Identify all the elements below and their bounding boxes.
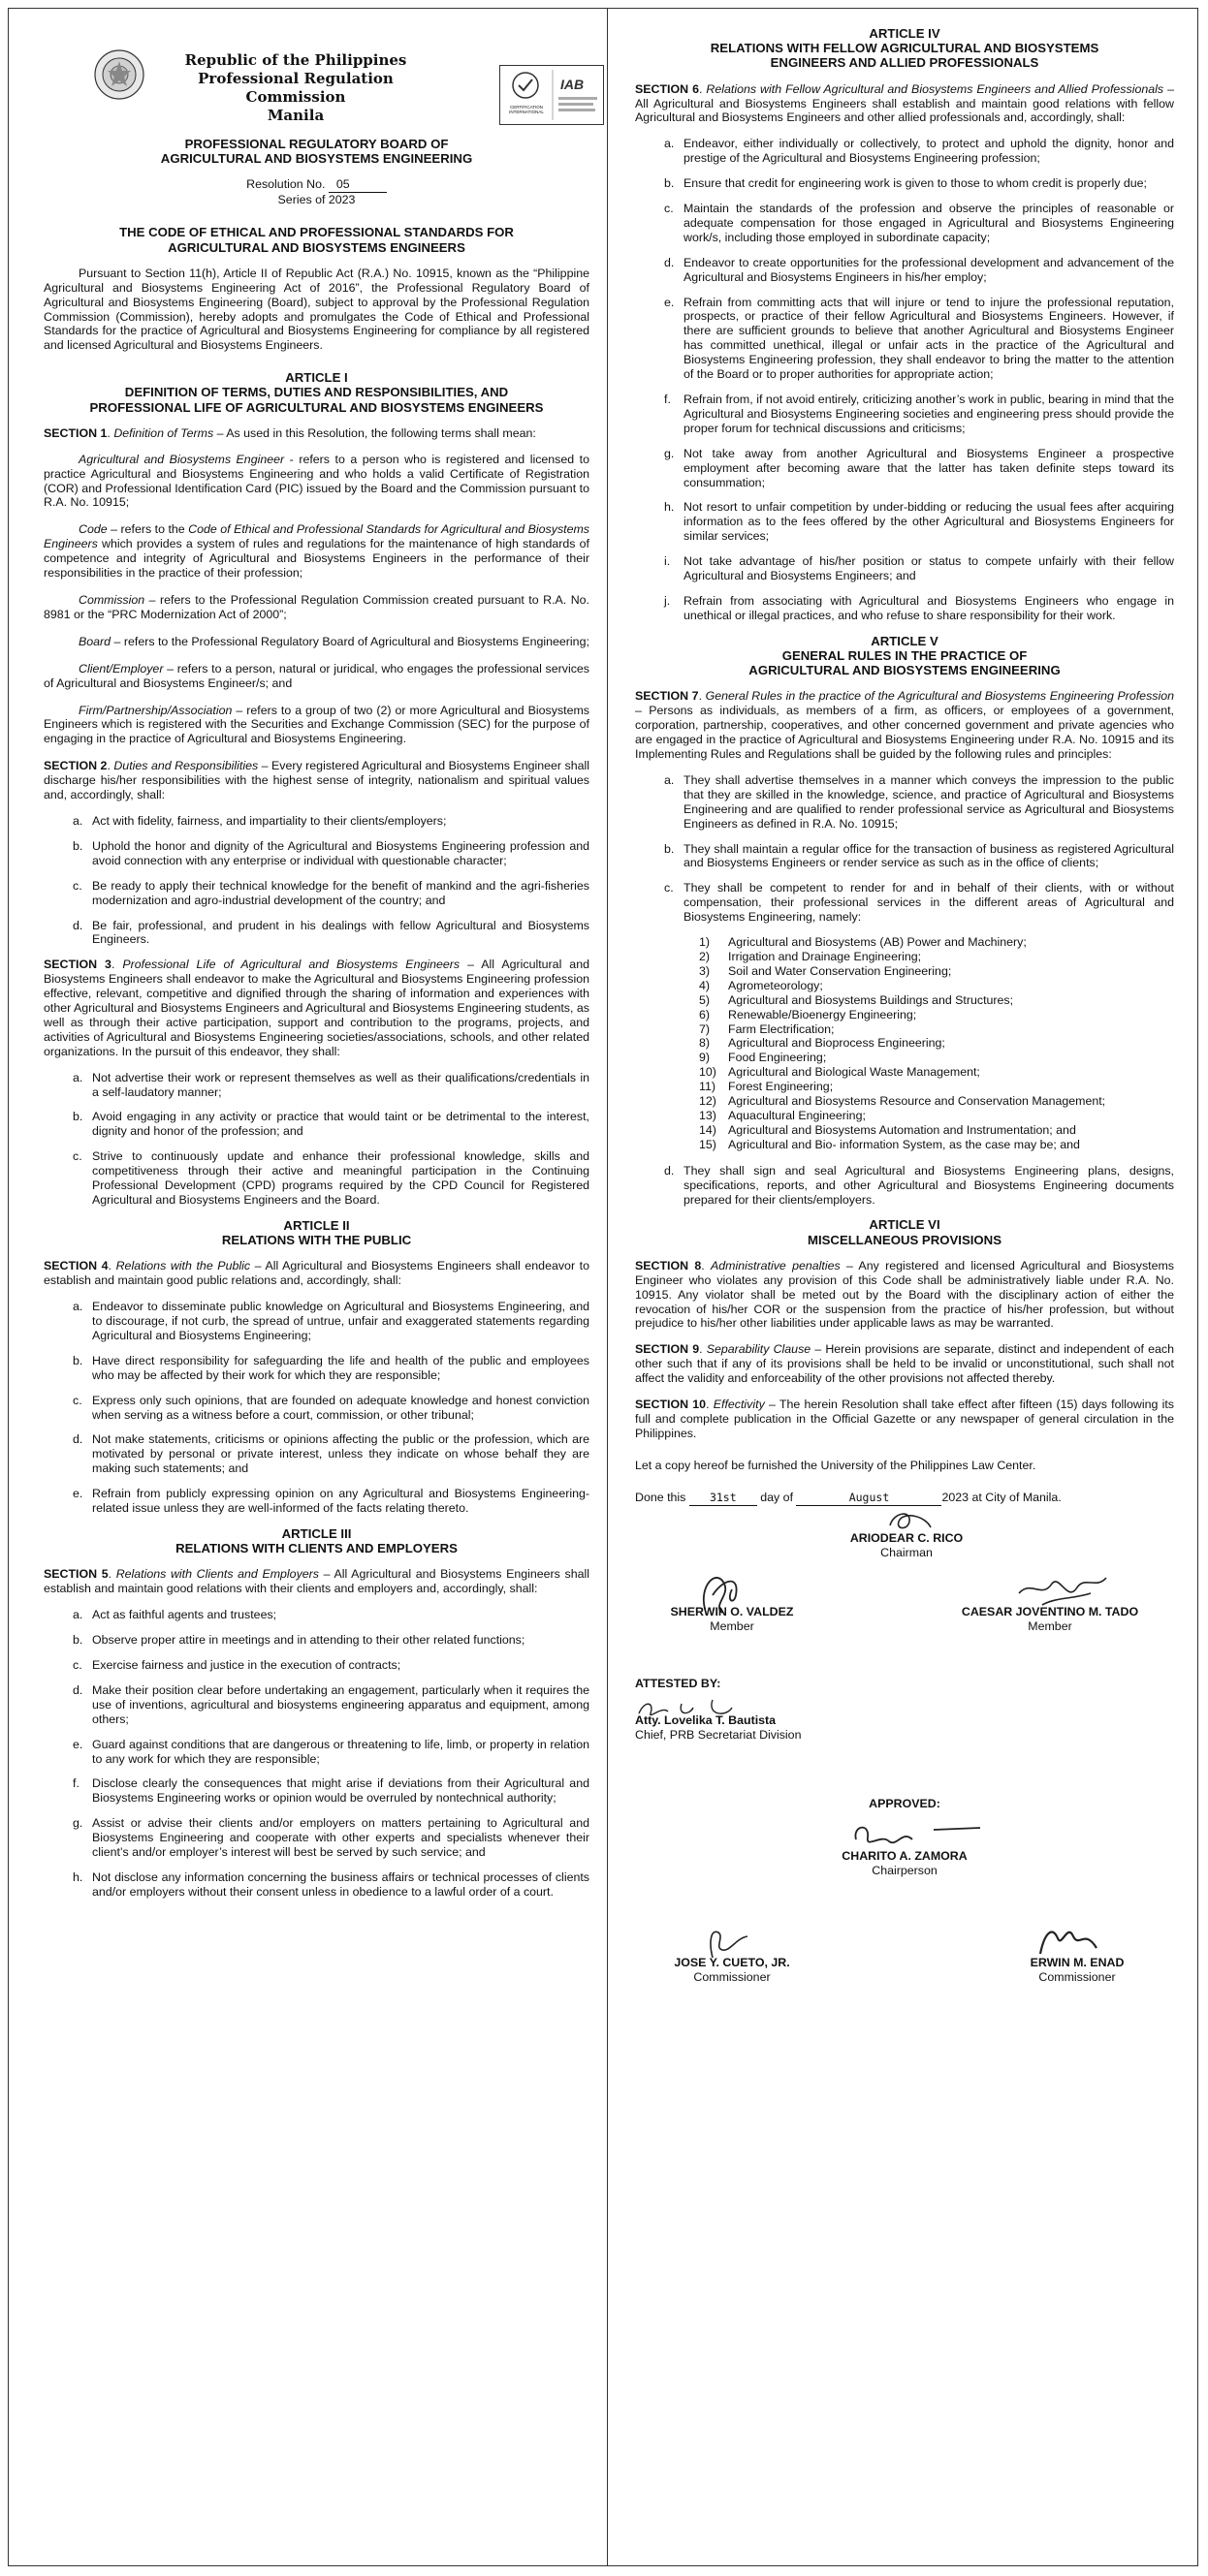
list-item xyxy=(635,296,1174,382)
article-6-title: MISCELLANEOUS PROVISIONS xyxy=(807,1232,1002,1247)
list-marker: a. xyxy=(73,1070,83,1084)
list-marker: c. xyxy=(664,202,674,216)
list-marker: g. xyxy=(73,1816,83,1831)
section-6: SECTION 6. Relations with Fellow Agricultural and Biosystems Engineers and Allied Professionals – All Agricultural and Biosystems Engineers shall establish and maintain good relations with fellow Agricultural and Biosystems Engineers and other allied professionals and, accordingly, shall: xyxy=(635,81,1174,125)
article-6-heading xyxy=(635,1217,1174,1246)
document-title xyxy=(44,225,589,254)
section-10-title: Effectivity xyxy=(713,1398,765,1412)
section-5: SECTION 5. Relations with Clients and Employers – All Agricultural and Biosystems Engineers shall establish and maintain good relations with their clients and employers and, accordingly, shall: xyxy=(44,1567,589,1596)
section-7-text: – Persons as individuals, as members of a firm, as officers, or employees of a government, corporation, partnership, cooperatives, and other concerned government and private agencies who are engaged in the practice of Agricultural and Biosystems Engineering under R.A. No. 10915 and its Implementing Rules and Regulations shall be guided by the following rules and principles: xyxy=(635,704,1174,762)
signature-block xyxy=(635,1506,1174,2126)
list-item xyxy=(44,879,589,908)
certification-badge xyxy=(499,65,604,125)
list-item xyxy=(635,447,1174,490)
area-item xyxy=(699,1065,1174,1080)
definition-item xyxy=(44,593,589,622)
definition-term: Firm/Partnership/Association xyxy=(79,703,233,717)
section-5-text: – All Agricultural and Biosystems Engineers shall establish and maintain good relations with their clients and employers and, accordingly, shall: xyxy=(44,1567,589,1596)
done-suffix: 2023 at City of Manila. xyxy=(941,1490,1062,1504)
article-5-heading xyxy=(635,634,1174,678)
list-text: Be ready to apply their technical knowledge for the benefit of mankind and the agri-fisheries modernization and agro-industrial development of the country; and xyxy=(92,878,589,907)
article-1-title-1: DEFINITION OF TERMS, DUTIES AND RESPONSIBILITIES, AND xyxy=(124,385,509,400)
list-item xyxy=(44,919,589,948)
commission-line: Professional Regulation Commission xyxy=(198,70,394,106)
list-item xyxy=(635,554,1174,583)
section-6-title: Relations with Fellow Agricultural and Biosystems Engineers and Allied Professionals xyxy=(706,81,1164,96)
section-10: SECTION 10. Effectivity – The herein Resolution shall take effect after fifteen (15) days following its full and complete publication in the Official Gazette or any newspaper of general circulation in the Philippines. xyxy=(635,1398,1174,1440)
article-2-number: ARTICLE II xyxy=(283,1217,350,1233)
list-text: They shall be competent to render for and in behalf of their clients, with or without compensation, their professional services in the different areas of Agricultural and Biosystems Engineering, namely: xyxy=(683,881,1174,925)
certification-label: CERTIFICATION INTERNATIONAL xyxy=(509,105,544,114)
article-4-number: ARTICLE IV xyxy=(869,26,940,41)
article-3-heading xyxy=(44,1526,589,1555)
section-6-list xyxy=(635,137,1174,622)
section-2-text: – Every registered Agricultural and Biosystems Engineer shall discharge his/her responsibilities with the highest sense of integrity, nationalism and spiritual values and, accordingly, shall: xyxy=(44,759,589,802)
area-marker: 15) xyxy=(699,1137,716,1151)
section-2: SECTION 2. Duties and Responsibilities – Every registered Agricultural and Biosystems Engineer shall discharge his/her responsibilities with the highest sense of integrity, nationalism and spiritual values and, accordingly, shall: xyxy=(44,759,589,802)
list-text: Disclose clearly the consequences that might arise if deviations from their Agricultural and Biosystems Engineering works or opinion would be overruled by nontechnical authority; xyxy=(92,1776,589,1806)
area-item xyxy=(699,1123,1174,1138)
list-text: Exercise fairness and justice in the execution of contracts; xyxy=(92,1658,401,1673)
section-6-text: – All Agricultural and Biosystems Engineers shall establish and maintain good relations with fellow Agricultural and Biosystems Engineers and other allied professionals and, accordingly, shall: xyxy=(635,81,1174,125)
list-marker: d. xyxy=(664,255,675,269)
list-text: Strive to continuously update and enhance their professional knowledge, skills and competitiveness through their active and meaningful participation in the Continuing Professional Development (CPD) programs required by the CPD Council for Registered Agricultural and Biosystems Engineers and the Board. xyxy=(92,1149,589,1208)
section-2-label: SECTION 2 xyxy=(44,759,108,773)
list-item xyxy=(44,1738,589,1767)
list-marker: a. xyxy=(73,1608,83,1622)
list-text: Refrain from publicly expressing opinion on any Agricultural and Biosystems Engineering-related issue unless they are well-informed of the facts relating thereto. xyxy=(92,1487,589,1516)
section-2-list xyxy=(44,814,589,947)
approved-label: APPROVED: xyxy=(869,1796,940,1810)
area-marker: 14) xyxy=(699,1122,716,1137)
area-text: Irrigation and Drainage Engineering; xyxy=(728,950,922,963)
member-2-role: Member xyxy=(1028,1618,1072,1633)
attestation-name: Atty. Lovelika T. Bautista xyxy=(635,1712,777,1727)
area-item xyxy=(699,1008,1174,1022)
section-8-text: – Any registered and licensed Agricultural and Biosystems Engineer who violates any provision of this Code shall be administratively liable under R.A. No. 10915. Any violator shall be meted out by the Board with the disciplinary action of either the revocation of his/her COR or the suspension from the practice of his/her profession, but without prejudice to his/her other liabilities under applicable laws as may be warranted. xyxy=(635,1258,1174,1331)
definition-text: - refers to a person who is registered and licensed to practice Agricultural and Biosystems Engineering and who holds a valid Certificate of Registration (COR) and Professional Identification Card (PIC) issued by the Board and the Commission pursuant to R.A. No. 10915; xyxy=(44,452,589,510)
list-text: Act as faithful agents and trustees; xyxy=(92,1608,277,1622)
section-4-list xyxy=(44,1300,589,1516)
list-marker: e. xyxy=(664,295,675,309)
list-text: Not take away from another Agricultural and Biosystems Engineer a prospective employment after becoming aware that the latter has taken definite steps toward its consummation; xyxy=(683,446,1174,489)
article-5-number: ARTICLE V xyxy=(871,633,938,648)
list-marker: d. xyxy=(73,918,83,932)
prc-chair-role: Chairperson xyxy=(872,1863,938,1877)
list-marker: c. xyxy=(73,1149,82,1164)
member-2-signatory xyxy=(926,1605,1174,1634)
list-item xyxy=(44,1816,589,1860)
definition-item xyxy=(44,635,589,649)
definition-text-secondary: which provides a system of rules and regulations for the maintenance of high standards of competence and integrity of Agricultural and Biosystems Engineers in the performance of their responsibilities in the practice of their profession; xyxy=(44,537,589,581)
resolution-series: Series of 2023 xyxy=(277,193,356,207)
list-item xyxy=(44,1300,589,1343)
left-column xyxy=(9,9,608,2565)
definition-text: – refers to the Professional Regulatory Board of Agricultural and Biosystems Engineering; xyxy=(111,634,589,648)
article-1-title-2: PROFESSIONAL LIFE OF AGRICULTURAL AND BIOSYSTEMS ENGINEERS xyxy=(89,399,544,415)
section-1-title: Definition of Terms xyxy=(113,425,214,440)
member-1-role: Member xyxy=(710,1618,754,1633)
area-text: Farm Electrification; xyxy=(728,1021,835,1036)
prc-chair-name: CHARITO A. ZAMORA xyxy=(842,1848,968,1863)
list-text: They shall advertise themselves in a manner which conveys the impression to the public that they are skilled in the knowledge, science, and practice of Agricultural and Biosystems Engineering and are qualified to render professional service as Agricultural and Biosystems Engineers as defined in R.A. No. 10915; xyxy=(683,772,1174,831)
section-7-label: SECTION 7 xyxy=(635,689,699,704)
area-text: Soil and Water Conservation Engineering; xyxy=(728,963,952,978)
list-item xyxy=(44,1608,589,1622)
area-item xyxy=(699,1022,1174,1037)
commissioner-2-signatory xyxy=(980,1956,1174,1985)
commissioner-2-signature-icon xyxy=(1034,1919,1102,1960)
definition-text: – refers to a group of two (2) or more Agricultural and Biosystems Engineers which is registered with the Securities and Exchange Commission (SEC) for the purpose of engaging in the practice of Agricultural and Biosystems Engineering. xyxy=(44,703,589,746)
document-page xyxy=(8,8,1198,2566)
section-4-text: – All Agricultural and Biosystems Engineers shall endeavor to establish and maintain good public relations and, accordingly, shall: xyxy=(44,1259,589,1288)
list-text: Not take advantage of his/her position or status to compete unfairly with their fellow Agricultural and Biosystems Engineers; and xyxy=(683,554,1174,583)
section-7-item-d xyxy=(635,1164,1174,1208)
list-marker: b. xyxy=(73,1353,83,1367)
area-text: Forest Engineering; xyxy=(728,1080,834,1094)
list-item xyxy=(44,1776,589,1806)
section-8-title: Administrative penalties xyxy=(710,1258,841,1272)
definition-term: Code xyxy=(79,522,108,537)
list-text: Endeavor, either individually or collectively, to protect and uphold the dignity, honor and prestige of the Agricultural and Biosystems Engineering profession; xyxy=(683,137,1174,166)
list-text: They shall sign and seal Agricultural and Biosystems Engineering plans, designs, specifications, reports, and other Agricultural and Biosystems Engineering documents prepared for their clients/employers. xyxy=(683,1163,1174,1207)
board-line-2: AGRICULTURAL AND BIOSYSTEMS ENGINEERING xyxy=(160,151,473,167)
area-marker: 6) xyxy=(699,1007,711,1021)
list-marker: a. xyxy=(73,813,83,828)
list-marker: g. xyxy=(664,446,675,460)
list-marker: a. xyxy=(73,1300,83,1314)
section-7-list xyxy=(635,773,1174,925)
section-10-text: – The herein Resolution shall take effect after fifteen (15) days following its full and complete publication in the Official Gazette or any newspaper of general circulation in the Philippines. xyxy=(635,1398,1174,1440)
article-6-number: ARTICLE VI xyxy=(869,1217,940,1233)
section-9-text: – Herein provisions are separate, distinct and independent of each other such that if any of its provisions shall be held to be invalid or unconstitutional, such shall not affect the validity and enforceability of the other provisions not affected thereby. xyxy=(635,1342,1174,1386)
area-marker: 10) xyxy=(699,1065,716,1080)
area-marker: 2) xyxy=(699,950,711,963)
list-marker: h. xyxy=(73,1870,83,1885)
attestation-signatory xyxy=(635,1713,801,1743)
chair-name: ARIODEAR C. RICO xyxy=(849,1530,964,1545)
list-marker: f. xyxy=(664,393,671,407)
list-text: Maintain the standards of the profession and observe the principles of reasonable or adequate compensation for those engaged in Agricultural and Biosystems Engineering work/s, including those employed in subordinate capacity; xyxy=(683,202,1174,244)
definition-term-secondary: Code of Ethical and Professional Standards for Agricultural and Biosystems Engineers xyxy=(44,522,589,551)
list-text: Not disclose any information concerning the business affairs or technical processes of clients and/or employers without their consent unless in obedience to a lawful order of a court. xyxy=(92,1870,589,1899)
iab-mark: IAB xyxy=(560,77,585,92)
area-text: Food Engineering; xyxy=(728,1051,827,1065)
list-item xyxy=(44,1658,589,1673)
definition-term: Agricultural and Biosystems Engineer xyxy=(79,452,285,466)
section-3: SECTION 3. Professional Life of Agricultural and Biosystems Engineers – All Agricultural and Biosystems Engineers shall endeavor to make the Agricultural and Biosystems Engineering profession effective, relevant, competitive and dignified through the sharing of information and experiences with other Agricultural and Biosystems Engineers and Agricultural and Biosystems Engineering students, as well as through their active participation, support and contribution to the programs, projects, and activities of Agricultural and Biosystems Engineering societies/associations, schools, and other related organizations. In the pursuit of this endeavor, they shall: xyxy=(44,958,589,1058)
done-line xyxy=(635,1491,1174,1506)
title-line-2: AGRICULTURAL AND BIOSYSTEMS ENGINEERS xyxy=(168,239,465,255)
section-6-label: SECTION 6 xyxy=(635,81,699,96)
republic-line: Republic of the Philippines xyxy=(184,51,407,69)
list-marker: c. xyxy=(664,881,674,895)
copy-furnished-note: Let a copy hereof be furnished the University of the Philippines Law Center. xyxy=(635,1458,1036,1472)
list-text: Uphold the honor and dignity of the Agricultural and Biosystems Engineering profession and avoid connection with any enterprise or individual with questionable character; xyxy=(92,838,589,867)
chair-signatory xyxy=(780,1531,1033,1560)
list-marker: i. xyxy=(664,554,671,569)
list-item xyxy=(635,137,1174,166)
article-2-title: RELATIONS WITH THE PUBLIC xyxy=(221,1233,412,1248)
title-line-1: THE CODE OF ETHICAL AND PROFESSIONAL STANDARDS FOR xyxy=(119,225,514,240)
definition-item xyxy=(44,704,589,747)
definition-text: – refers to a person, natural or juridical, who engages the professional services of Agricultural and Biosystems Engineer/s; and xyxy=(44,661,589,690)
article-1-number: ARTICLE I xyxy=(285,370,348,386)
list-text: Make their position clear before undertaking an engagement, particularly when it requires the use of inventions, agricultural and biosystems engineering apparatus and equipment, among others; xyxy=(92,1682,589,1726)
commissioner-1-name: JOSE Y. CUETO, JR. xyxy=(674,1955,790,1969)
article-4-heading xyxy=(635,26,1174,71)
area-marker: 8) xyxy=(699,1036,711,1051)
definition-term: Commission xyxy=(79,593,145,608)
area-item xyxy=(699,950,1174,964)
area-marker: 11) xyxy=(699,1080,715,1094)
area-item xyxy=(699,1094,1174,1109)
list-item xyxy=(635,1164,1174,1208)
list-marker: c. xyxy=(73,1393,82,1407)
list-text: Assist or advise their clients and/or employers on matters pertaining to Agricultural and Biosystems Engineering and cooperate with other experts and specialists whenever their client’s and/or employer’s interest will best be served by such service; and xyxy=(92,1816,589,1860)
section-9-label: SECTION 9 xyxy=(635,1342,700,1357)
section-10-label: SECTION 10 xyxy=(635,1398,707,1412)
definition-item xyxy=(44,662,589,691)
section-5-title: Relations with Clients and Employers xyxy=(115,1567,319,1582)
list-text: Act with fidelity, fairness, and impartiality to their clients/employers; xyxy=(92,813,447,828)
list-item xyxy=(44,1110,589,1139)
list-item xyxy=(635,256,1174,285)
list-item xyxy=(635,202,1174,245)
definition-term: Board xyxy=(79,634,111,648)
area-item xyxy=(699,1051,1174,1065)
list-text: Ensure that credit for engineering work is given to those to whom credit is properly due; xyxy=(683,176,1147,191)
section-9: SECTION 9. Separability Clause – Herein provisions are separate, distinct and independent of each other such that if any of its provisions shall be held to be invalid or unconstitutional, such shall not affect the validity and enforceability of the other provisions not affected thereby. xyxy=(635,1342,1174,1386)
list-marker: c. xyxy=(73,878,82,893)
area-text: Agricultural and Biological Waste Management; xyxy=(728,1065,980,1080)
article-4-title-2: ENGINEERS AND ALLIED PROFESSIONALS xyxy=(770,55,1039,71)
section-5-list xyxy=(44,1608,589,1900)
list-marker: b. xyxy=(73,1110,83,1124)
area-marker: 4) xyxy=(699,978,711,992)
area-marker: 5) xyxy=(699,992,711,1007)
list-text: Endeavor to disseminate public knowledge on Agricultural and Biosystems Engineering, and to discourage, if not curb, the spread of untrue, unfair and exaggerated statements regarding Agricultural and Biosystems Engineering; xyxy=(92,1300,589,1342)
section-2-title: Duties and Responsibilities xyxy=(113,759,259,773)
area-text: Aquacultural Engineering; xyxy=(728,1108,866,1122)
list-marker: a. xyxy=(664,772,675,787)
section-1-text: – As used in this Resolution, the following terms shall mean: xyxy=(216,425,536,440)
list-marker: d. xyxy=(73,1682,83,1697)
area-text: Agricultural and Bio- information System, as the case may be; and xyxy=(728,1137,1080,1151)
list-item xyxy=(44,839,589,868)
commissioner-1-signatory xyxy=(635,1956,829,1985)
area-text: Renewable/Bioenergy Engineering; xyxy=(728,1007,917,1021)
list-marker: b. xyxy=(73,838,83,853)
area-marker: 9) xyxy=(699,1051,711,1065)
area-item xyxy=(699,1138,1174,1152)
area-text: Agricultural and Biosystems Resource and Conservation Management; xyxy=(728,1094,1106,1109)
list-marker: b. xyxy=(664,841,675,856)
area-text: Agricultural and Biosystems Automation and Instrumentation; and xyxy=(728,1122,1076,1137)
list-marker: f. xyxy=(73,1776,79,1791)
engineering-areas-list xyxy=(699,935,1174,1152)
list-text: Observe proper attire in meetings and in attending to their other related functions; xyxy=(92,1633,525,1648)
issuer-block xyxy=(160,51,431,125)
area-item xyxy=(699,935,1174,950)
list-text: Refrain from, if not avoid entirely, criticizing another’s work in public, bearing in mind that the Agricultural and Biosystems Engineering societies and engineering press should provide the proper forum for technical discussions and criticisms; xyxy=(683,393,1174,435)
list-text: Refrain from committing acts that will injure or tend to injure the professional reputation, prospects, or practice of their fellow Agricultural and Biosystems Engineers. However, if there are sufficient grounds to believe that another Agricultural and Biosystems Engineer has committed unethical, illegal or unfair acts in the practice of the Agricultural and Biosystems Engineering profession, they shall endeavor to bring the matter to the attention of the Board or to proper authorities for appropriate action; xyxy=(683,295,1174,382)
done-day: 31st xyxy=(689,1491,757,1506)
area-text: Agricultural and Biosystems Buildings and Structures; xyxy=(728,992,1014,1007)
chair-role: Chairman xyxy=(880,1545,933,1559)
definition-text: – refers to the xyxy=(107,522,189,537)
list-text: Have direct responsibility for safeguarding the life and health of the public and employees who may be affected by their work for which they are responsible; xyxy=(92,1353,589,1382)
list-text: Avoid engaging in any activity or practice that would taint or be detrimental to the interest, dignity and honor of the profession; and xyxy=(92,1110,589,1139)
list-item xyxy=(635,393,1174,436)
list-item xyxy=(635,773,1174,832)
list-item xyxy=(635,842,1174,871)
definition-item xyxy=(44,453,589,511)
article-3-number: ARTICLE III xyxy=(281,1526,352,1542)
section-7: SECTION 7. General Rules in the practice of the Agricultural and Biosystems Engineering Profession – Persons as individuals, as members of a firm, as officers, or employees of a government, corporation, partnership, cooperatives, and other concerned government and private agencies who are engaged in the practice of Agricultural and Biosystems Engineering under R.A. No. 10915 and its Implementing Rules and Regulations shall be guided by the following rules and principles: xyxy=(635,689,1174,762)
area-item xyxy=(699,1080,1174,1094)
section-3-list xyxy=(44,1071,589,1208)
list-marker: d. xyxy=(73,1432,83,1447)
commissioner-2-role: Commissioner xyxy=(1038,1969,1116,1984)
article-5-title-2: AGRICULTURAL AND BIOSYSTEMS ENGINEERING xyxy=(748,663,1061,678)
done-mid: day of xyxy=(760,1490,794,1504)
definition-item xyxy=(44,522,589,581)
section-4: SECTION 4. Relations with the Public – All Agricultural and Biosystems Engineers shall endeavor to establish and maintain good public relations and, accordingly, shall: xyxy=(44,1259,589,1288)
list-text: Be fair, professional, and prudent in his dealings with fellow Agricultural and Biosystems Engineers. xyxy=(92,918,589,947)
list-text: Express only such opinions, that are founded on adequate knowledge and honest conviction when serving as a witness before a court, commission, or other tribunal; xyxy=(92,1393,589,1422)
list-marker: j. xyxy=(664,593,671,608)
area-text: Agricultural and Biosystems (AB) Power and Machinery; xyxy=(728,935,1027,950)
list-text: Endeavor to create opportunities for the professional development and advancement of the Agricultural and Biosystems Engineers in his/her employ; xyxy=(683,255,1174,284)
list-text: Not make statements, criticisms or opinions affecting the public or the profession, which are motivated by personal or private interest, unless they indicate on whose behalf they are making such statements; and xyxy=(92,1432,589,1476)
list-item xyxy=(44,1633,589,1648)
resolution-number xyxy=(44,177,589,193)
area-item xyxy=(699,993,1174,1008)
area-item xyxy=(699,1036,1174,1051)
area-text: Agricultural and Bioprocess Engineering; xyxy=(728,1036,945,1051)
area-marker: 13) xyxy=(699,1108,716,1122)
article-2-heading xyxy=(44,1218,589,1247)
area-item xyxy=(699,979,1174,993)
list-marker: e. xyxy=(73,1487,83,1501)
certification-logo-icon xyxy=(500,66,603,124)
attestation-role: Chief, PRB Secretariat Division xyxy=(635,1727,802,1742)
article-3-title: RELATIONS WITH CLIENTS AND EMPLOYERS xyxy=(175,1541,458,1556)
area-marker: 7) xyxy=(699,1021,711,1036)
right-column xyxy=(608,9,1197,2565)
area-marker: 3) xyxy=(699,963,711,978)
list-text: Not advertise their work or represent themselves as well as their qualifications/credentials in a self-laudatory manner; xyxy=(92,1070,589,1099)
section-8-label: SECTION 8 xyxy=(635,1258,702,1272)
section-3-text: – All Agricultural and Biosystems Engineers shall endeavor to make the Agricultural and Biosystems Engineering profession effective, relevant, competitive and dignified through the sharing of information and experiences with other Agricultural and Biosystems Engineers and Agricultural and Biosystems Engineering students, as well as through their active participation, support and contribution to the programs, projects, and activities of Agricultural and Biosystems Engineering societies/associations, schools, and other related organizations. In the pursuit of this endeavor, they shall: xyxy=(44,958,589,1058)
section-5-label: SECTION 5 xyxy=(44,1567,109,1582)
list-text: Refrain from associating with Agricultural and Biosystems Engineers who engage in unethical or illegal practices, and who refuse to share responsibility for their work. xyxy=(683,593,1174,622)
section-8: SECTION 8. Administrative penalties – Any registered and licensed Agricultural and Biosystems Engineer who violates any provision of this Code shall be administratively liable under R.A. No. 10915. Any violator shall be meted out by the Board with the disciplinary action of either the revocation of his/her COR or the suspension from the practice of his/her profession, but without prejudice to his/her other liabilities under applicable laws as may be warranted. xyxy=(635,1258,1174,1331)
member-1-name: SHERWIN O. VALDEZ xyxy=(670,1604,794,1618)
list-item xyxy=(635,500,1174,544)
definitions-list xyxy=(44,453,589,747)
article-5-title-1: GENERAL RULES IN THE PRACTICE OF xyxy=(781,648,1028,663)
list-marker: a. xyxy=(664,137,675,151)
section-4-title: Relations with the Public xyxy=(115,1259,251,1273)
area-marker: 1) xyxy=(699,935,711,950)
list-item xyxy=(44,1149,589,1208)
definition-term: Client/Employer xyxy=(79,661,164,675)
list-text: They shall maintain a regular office for the transaction of business as registered Agricultural and Biosystems Engineers or render service as such as in the office of clients; xyxy=(683,841,1174,870)
commissioner-1-role: Commissioner xyxy=(693,1969,771,1984)
list-marker: b. xyxy=(73,1633,83,1648)
section-9-title: Separability Clause xyxy=(706,1342,811,1357)
list-item xyxy=(635,881,1174,925)
member-1-signatory xyxy=(635,1605,829,1634)
city-line: Manila xyxy=(267,107,325,124)
list-item xyxy=(44,1432,589,1476)
list-item xyxy=(44,1394,589,1423)
done-prefix: Done this xyxy=(635,1490,686,1504)
section-1-label: SECTION 1 xyxy=(44,425,108,440)
list-item xyxy=(635,176,1174,191)
board-line-1: PROFESSIONAL REGULATORY BOARD OF xyxy=(184,137,449,151)
list-item xyxy=(44,1683,589,1727)
board-title xyxy=(44,137,589,166)
list-item xyxy=(44,814,589,829)
article-4-title-1: RELATIONS WITH FELLOW AGRICULTURAL AND BIOSYSTEMS xyxy=(710,41,1099,56)
area-item xyxy=(699,964,1174,979)
list-marker: c. xyxy=(73,1658,82,1673)
section-1: SECTION 1. Definition of Terms – As used in this Resolution, the following terms shall mean: xyxy=(44,425,536,440)
list-item xyxy=(44,1354,589,1383)
definition-text: – refers to the Professional Regulation Commission created pursuant to R.A. No. 8981 or the “PRC Modernization Act of 2000”; xyxy=(44,593,589,621)
section-4-label: SECTION 4 xyxy=(44,1259,109,1273)
member-2-name: CAESAR JOVENTINO M. TADO xyxy=(961,1604,1139,1618)
prc-seal-icon xyxy=(94,49,144,100)
commissioner-2-name: ERWIN M. ENAD xyxy=(1030,1955,1125,1969)
section-7-title: General Rules in the practice of the Agricultural and Biosystems Engineering Profession xyxy=(705,689,1174,704)
area-text: Agrometeorology; xyxy=(728,978,823,992)
article-1-heading xyxy=(44,370,589,415)
attested-by-label: ATTESTED BY: xyxy=(635,1676,721,1690)
list-text: Not resort to unfair competition by under-bidding or reducing the usual fees after acquiring information as to the fees offered by the other Agricultural and Biosystems Engineers for similar services; xyxy=(683,500,1174,544)
list-marker: h. xyxy=(664,500,675,515)
list-item xyxy=(44,1870,589,1900)
list-item xyxy=(44,1071,589,1100)
prc-chair-signatory xyxy=(800,1849,1009,1878)
resolution-value: 05 xyxy=(329,177,387,193)
list-marker: b. xyxy=(664,176,675,191)
letterhead xyxy=(44,30,589,137)
list-item xyxy=(635,594,1174,623)
list-item xyxy=(44,1487,589,1516)
area-marker: 12) xyxy=(699,1094,716,1109)
list-text: Guard against conditions that are dangerous or threatening to life, limb, or property in relation to any work for which they are responsible; xyxy=(92,1737,589,1766)
list-marker: e. xyxy=(73,1737,83,1751)
list-marker: d. xyxy=(664,1163,675,1178)
done-month: August xyxy=(796,1491,941,1506)
preamble: Pursuant to Section 11(h), Article II of Republic Act (R.A.) No. 10915, known as the “Philippine Agricultural and Biosystems Engineering Act of 2016”, the Professional Regulatory Board of Agricultural and Biosystems Engineering (Board), subject to approval by the Professional Regulation Commission (Commission), hereby adopts and promulgates the Code of Ethical and Professional Standards for the practice of Agricultural and Biosystems Engineering for compliance by all registered and licensed Agricultural and Biosystems Engineers. xyxy=(44,266,589,353)
section-3-label: SECTION 3 xyxy=(44,958,111,972)
section-3-title: Professional Life of Agricultural and Biosystems Engineers xyxy=(122,958,461,972)
resolution-label: Resolution No. xyxy=(246,177,326,192)
area-item xyxy=(699,1109,1174,1123)
